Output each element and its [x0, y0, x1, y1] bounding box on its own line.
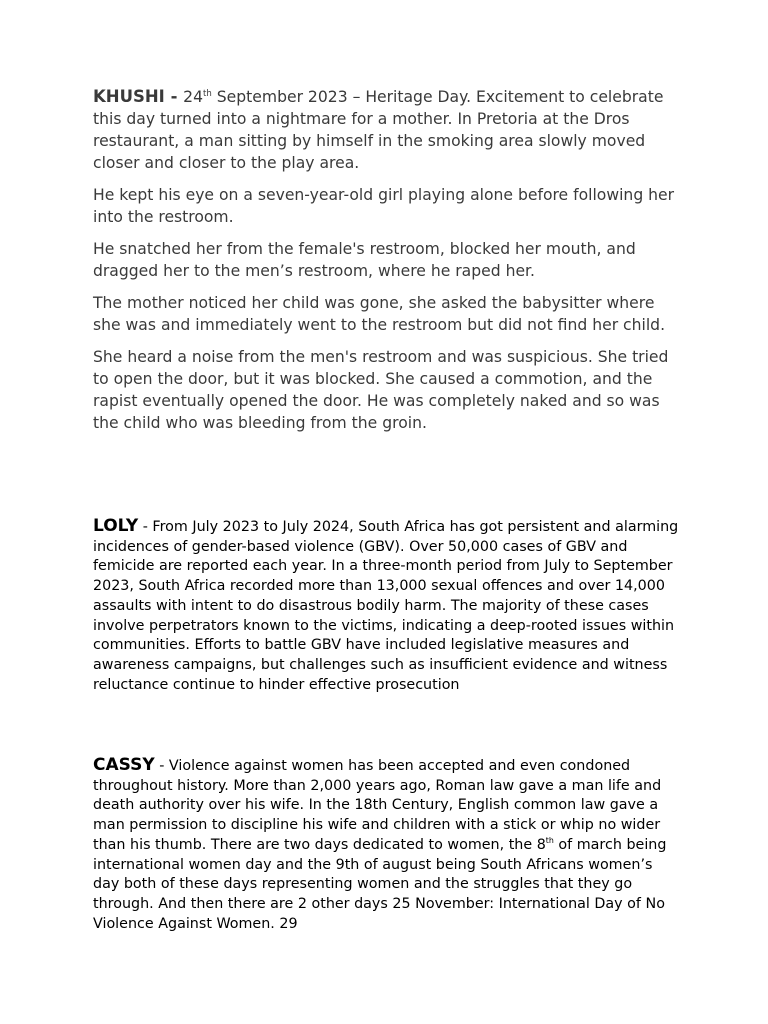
cassy-name: CASSY	[93, 755, 155, 775]
khushi-paragraph: He snatched her from the female's restroom, blocked her mouth, and dragged her to the men’s restroom, where he raped her.	[93, 240, 636, 280]
loly-paragraph	[93, 517, 683, 695]
cassy-text-a: - Violence against women has been accepted and even condoned throughout history. More than 2,000 years ago, Roman law gave a man life and death authority over his wife. In the 18th Century, English common law gave a man permission to discipline his wife and children with a stick or whip no wider than his thumb. There are two days dedicated to women, the 8	[93, 758, 662, 853]
cassy-text-b: of march being international women day and the 9th of august being South Africans women’s day both of these days representing women and the struggles that they go through. And then there are 2 other days 25 November: International Day of No Violence Against Women. 29	[93, 836, 667, 932]
loly-name: LOLY	[93, 516, 139, 536]
cassy-ordinal-suffix: th	[545, 836, 554, 846]
khushi-paragraph: She heard a noise from the men's restroom and was suspicious. She tried to open the door, but it was blocked. She caused a commotion, and the rapist eventually opened the door. He was completely naked and so was the child who was bleeding from the groin.	[93, 348, 669, 432]
cassy-paragraph	[93, 756, 683, 934]
cassy-section	[93, 756, 683, 934]
khushi-paragraph: He kept his eye on a seven-year-old girl playing alone before following her into the restroom.	[93, 186, 675, 226]
khushi-name: KHUSHI	[93, 87, 165, 106]
khushi-section	[93, 86, 683, 444]
khushi-intro-paragraph	[93, 86, 683, 174]
khushi-intro-text: September 2023 – Heritage Day. Excitement to celebrate this day turned into a nightmare for a mother. In Pretoria at the Dros restaurant, a man sitting by himself in the smoking area slowly moved closer and closer to the play area.	[93, 88, 664, 172]
loly-text: - From July 2023 to July 2024, South Africa has got persistent and alarming incidences of gender-based violence (GBV). Over 50,000 cases of GBV and femicide are reported each year. In a three-month period from July to September 2023, South Africa recorded more than 13,000 sexual offences and over 14,000 assaults with intent to do disastrous bodily harm. The majority of these cases involve perpetrators known to the victims, indicating a deep-rooted issues within communities. Efforts to battle GBV have included legislative measures and awareness campaigns, but challenges such as insufficient evidence and witness reluctance continue to hinder effective prosecution	[93, 519, 679, 693]
khushi-paragraph: The mother noticed her child was gone, she asked the babysitter where she was and immediately went to the restroom but did not find her child.	[93, 294, 666, 334]
khushi-day: 24	[183, 88, 204, 106]
loly-section	[93, 517, 683, 695]
khushi-separator: -	[164, 87, 184, 106]
khushi-day-suffix: th	[203, 88, 212, 99]
